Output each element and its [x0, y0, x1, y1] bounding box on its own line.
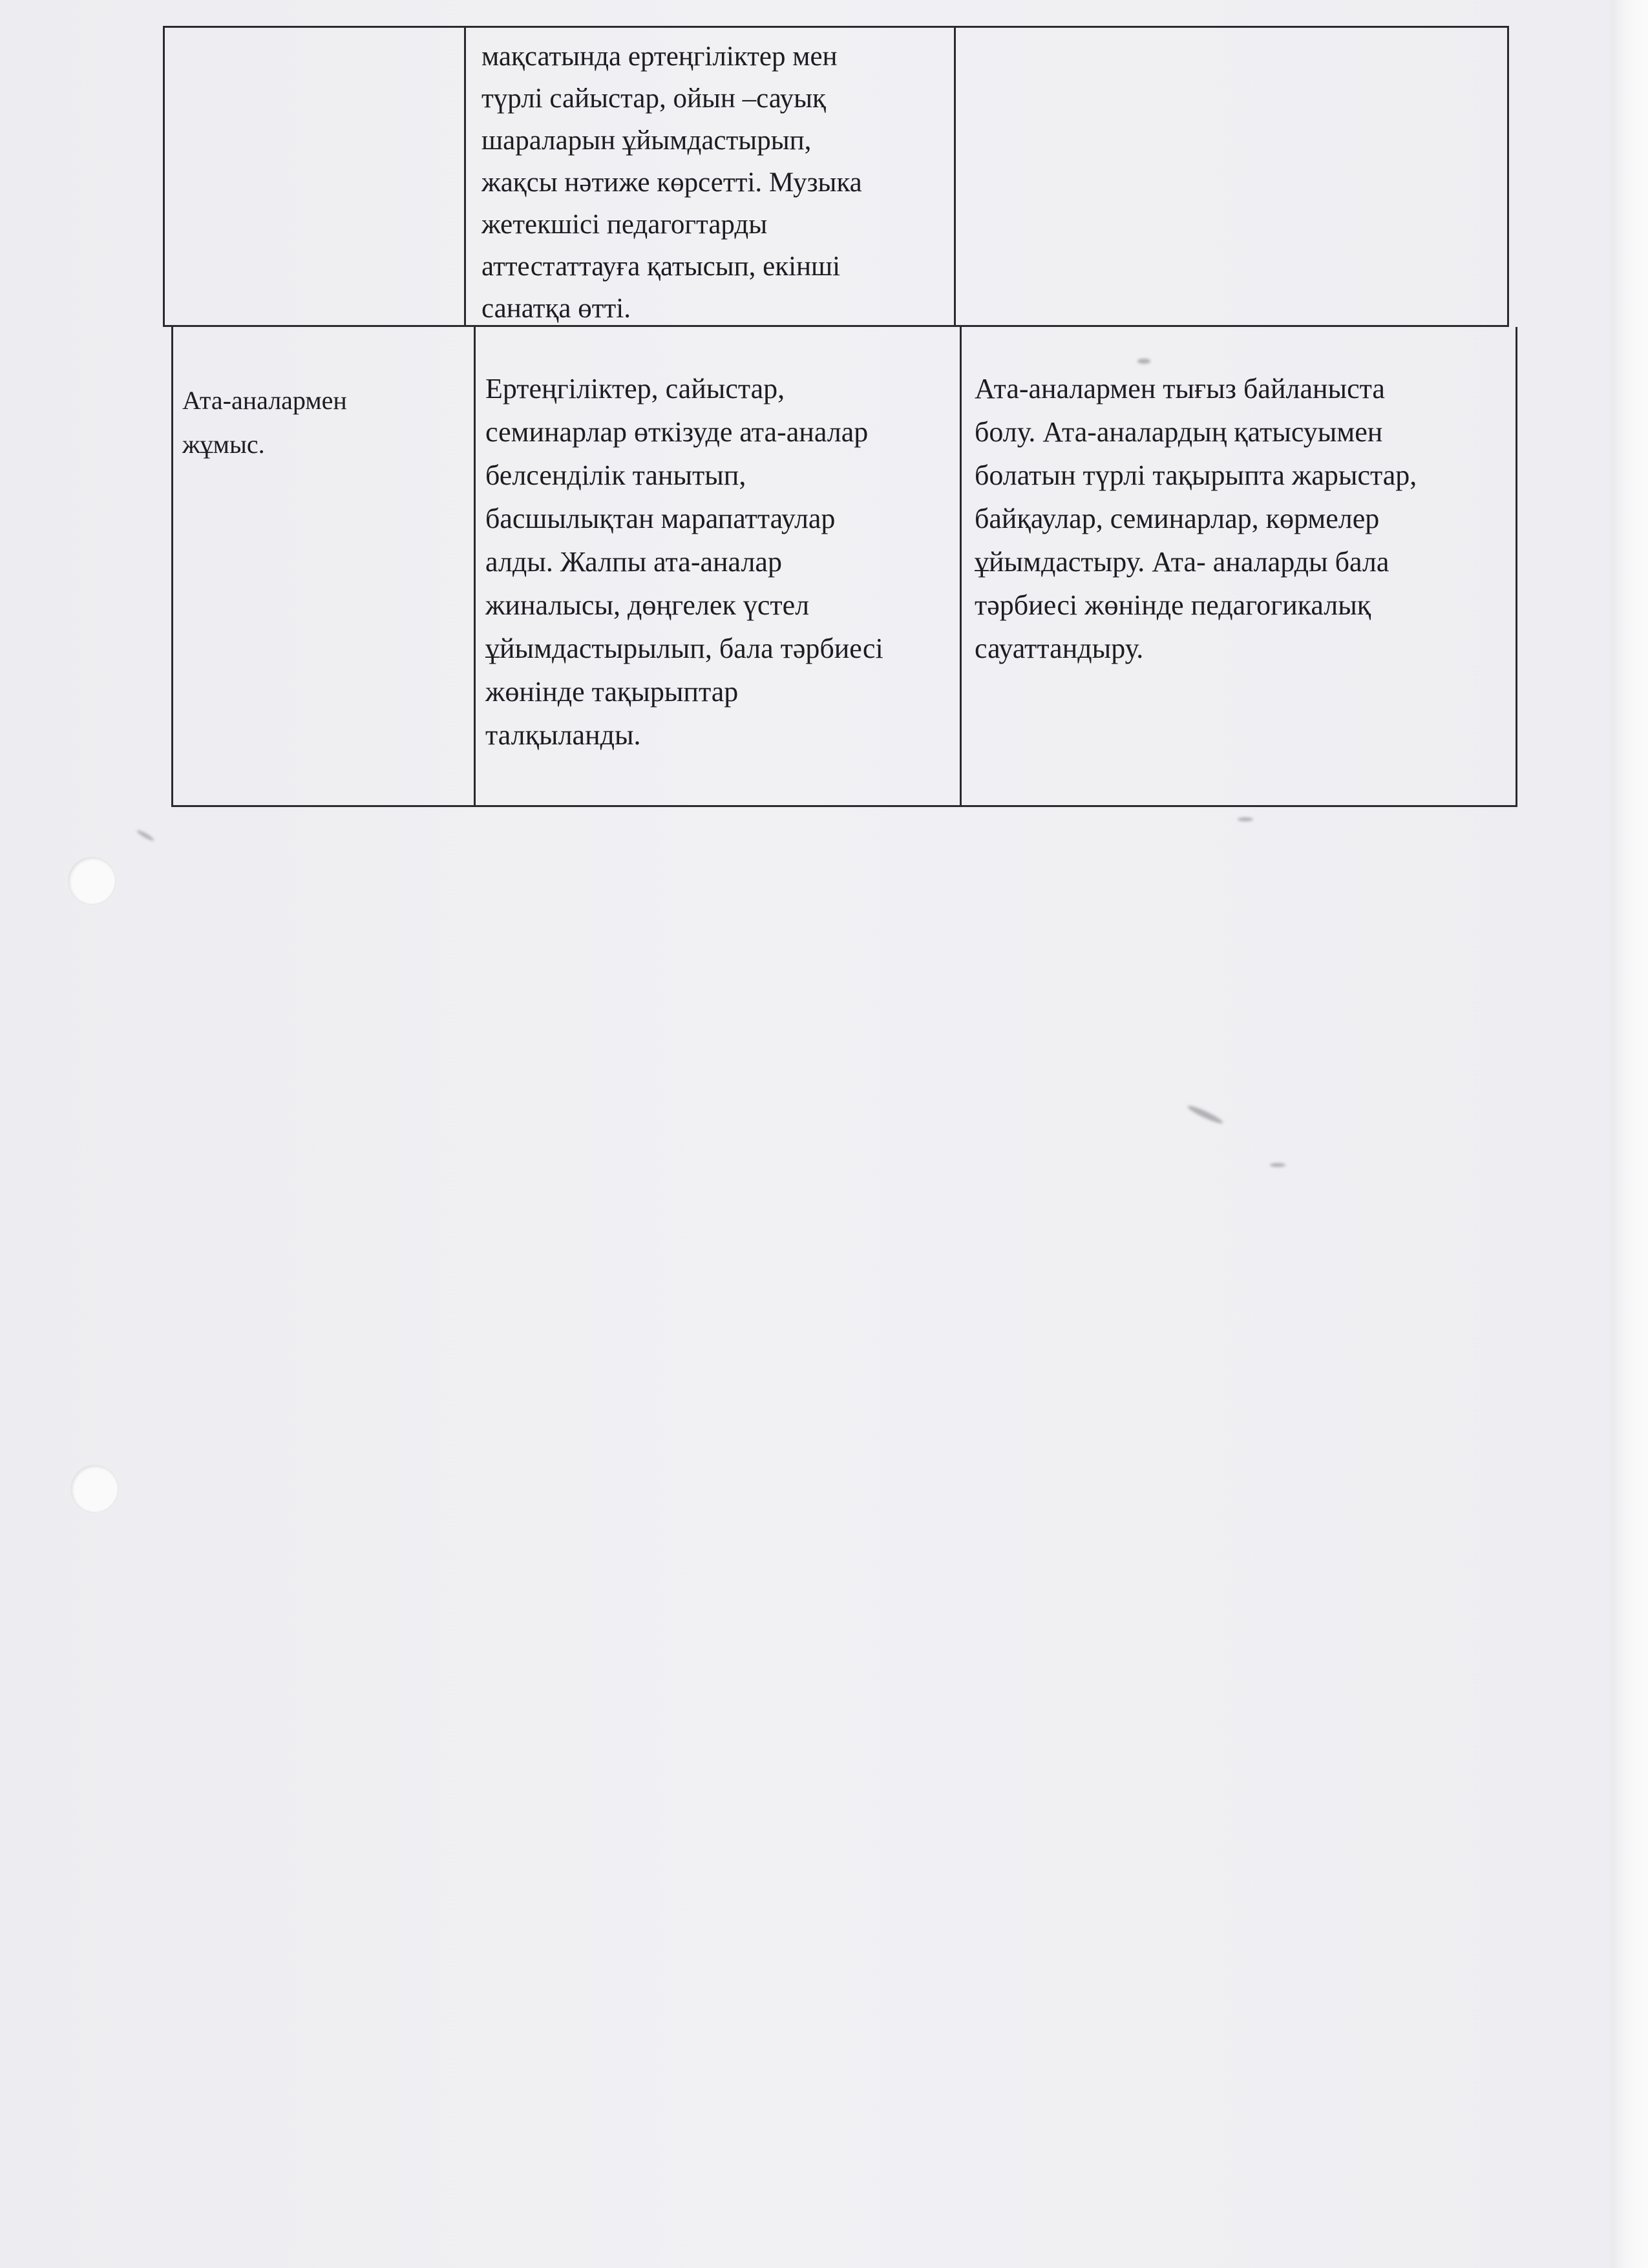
column-divider [464, 28, 466, 325]
table-row [163, 26, 1509, 327]
table-cell-col2: Ертеңгіліктер, сайыстар, семинарлар өткізуде ата-аналар белсенділік танытып, басшылықтан марапаттаулар алды. Жалпы ата-аналар жиналысы, дөңгелек үстел ұйымдастырылып, бала тәрбиесі жөнінде тақырыптар талқыланды. [485, 373, 883, 751]
table-row [171, 327, 1517, 807]
table-cell-col2: мақсатында ертеңгіліктер мен түрлі сайыстар, ойын –сауық шараларын ұйымдастырып, жақсы нәтиже көрсетті. Музыка жетекшісі педагогтарды аттестаттауға қатысып, екінші санатқа өтті. [481, 41, 862, 324]
punch-hole-bottom [71, 1465, 118, 1512]
page-edge-shadow [1611, 0, 1648, 2268]
column-divider [954, 28, 956, 325]
scan-smudge [1238, 817, 1253, 821]
scan-smudge [1187, 1104, 1225, 1126]
scan-smudge [136, 829, 155, 842]
punch-hole-top [69, 857, 115, 904]
table-cell-col1: Ата-аналармен жұмыс. [182, 386, 347, 459]
scan-smudge [1270, 1163, 1285, 1167]
column-divider [474, 327, 476, 805]
table-cell-col3: Ата-аналармен тығыз байланыста болу. Ата-аналардың қатысуымен болатын түрлі тақырыпта жарыстар, байқаулар, семинарлар, көрмелер ұйымдастыру. Ата- аналарды бала тәрбиесі жөнінде педагогикалық сауаттандыру. [975, 373, 1417, 664]
column-divider [960, 327, 962, 805]
